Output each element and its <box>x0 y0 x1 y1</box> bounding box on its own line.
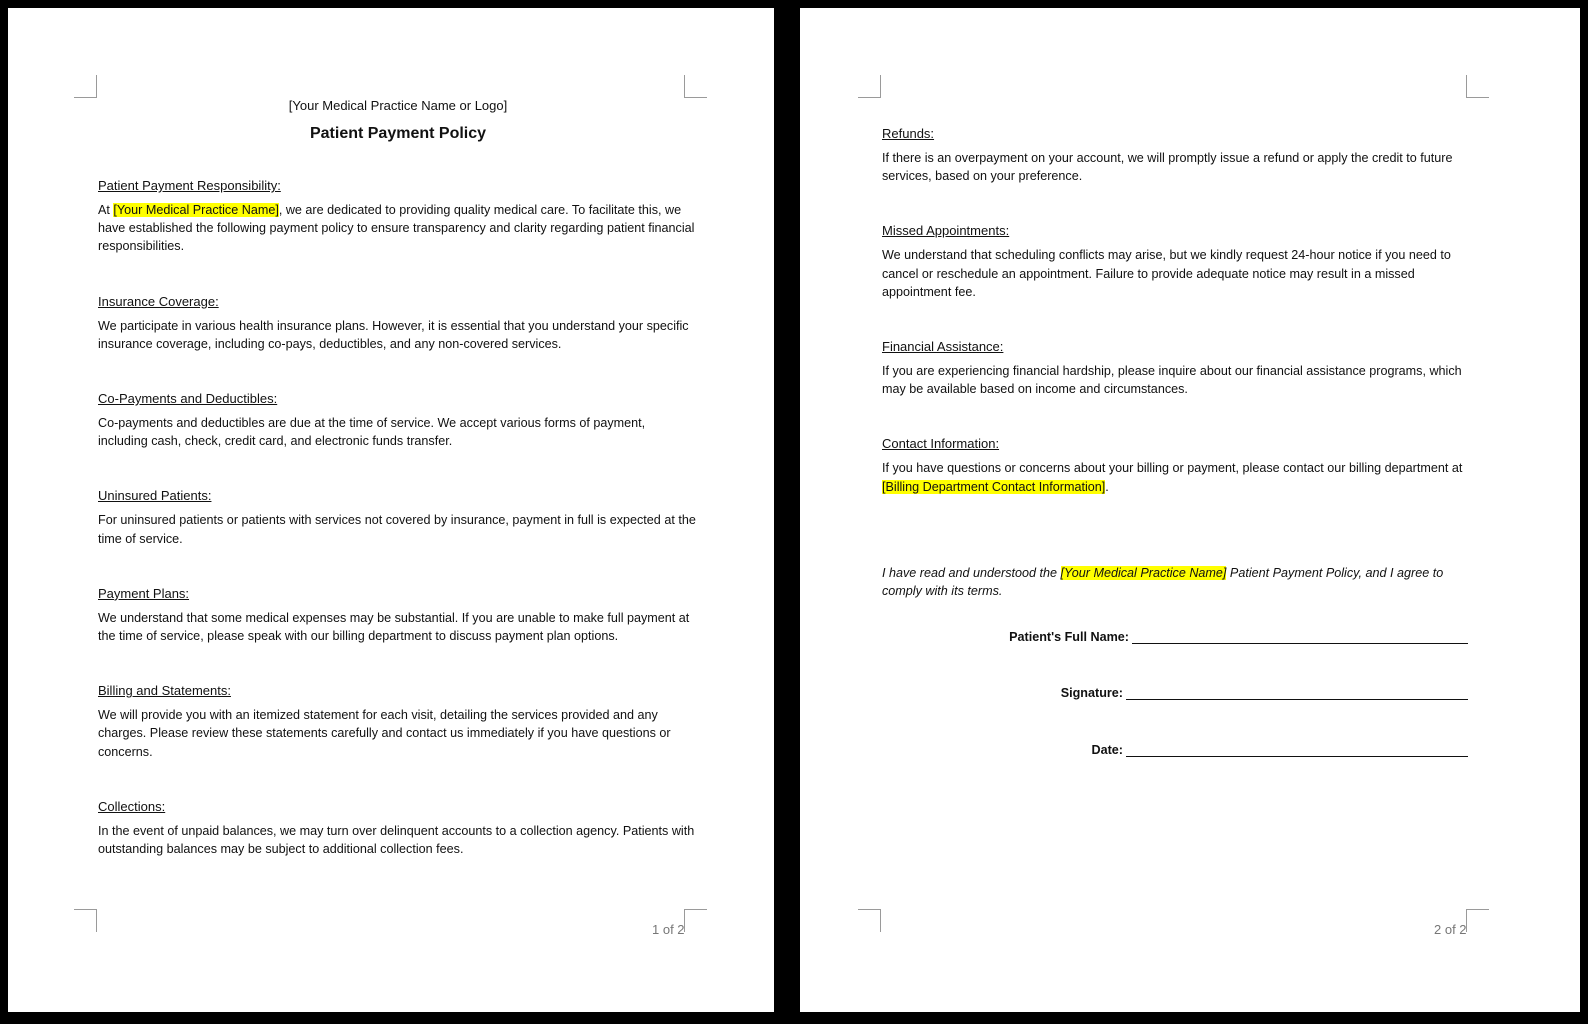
section-heading: Missed Appointments: <box>882 223 1010 239</box>
section-financial-assistance <box>882 339 1482 398</box>
section-heading: Uninsured Patients: <box>98 488 212 504</box>
section-insurance-coverage <box>98 294 698 353</box>
section-co-payments <box>98 391 698 450</box>
section-uninsured-patients <box>98 488 698 547</box>
section-text <box>882 459 1482 495</box>
document-title: Patient Payment Policy <box>309 125 487 142</box>
practice-name-placeholder: [Your Medical Practice Name] <box>1060 565 1227 580</box>
signature-label: Signature: <box>1060 686 1123 700</box>
section-heading: Patient Payment Responsibility: <box>98 178 281 193</box>
crop-mark-bottom-right <box>1466 909 1489 932</box>
ack-text-after: Patient Payment Policy, and I agree to comply with its terms. <box>882 565 1444 599</box>
section-text: For uninsured patients or patients with services not covered by insurance, payment in full is expected at the time of service. <box>98 513 696 546</box>
crop-mark-bottom-left <box>74 909 97 932</box>
document-page-2 <box>800 8 1580 1012</box>
section-heading: Co-Payments and Deductibles: <box>98 391 278 407</box>
section-heading: Billing and Statements: <box>98 683 231 699</box>
section-payment-responsibility <box>98 178 698 256</box>
crop-mark-top-right <box>1466 75 1489 98</box>
section-text: If there is an overpayment on your account, we will promptly issue a refund or apply the credit to future services, based on your preference. <box>882 151 1453 184</box>
intro-text-after: , we are dedicated to providing quality medical care. To facilitate this, we have established the following payment policy to ensure transparency and clarity regarding patient financial responsibilities. <box>98 203 695 254</box>
section-heading: Contact Information: <box>882 436 1000 452</box>
page-number: 1 of 2 <box>652 922 685 937</box>
section-heading: Insurance Coverage: <box>98 293 219 309</box>
practice-name-header: [Your Medical Practice Name or Logo] <box>288 98 508 113</box>
crop-mark-top-right <box>684 75 707 98</box>
section-collections <box>98 799 698 858</box>
patient-name-label: Patient's Full Name: <box>1009 630 1129 644</box>
section-heading: Refunds: <box>882 126 935 141</box>
date-label: Date: <box>1091 743 1123 757</box>
page-2-body <box>882 126 1482 600</box>
section-text: We will provide you with an itemized statement for each visit, detailing the services provided and any charges. Please review these statements carefully and contact us immediately if you have questions or concerns. <box>98 708 671 759</box>
contact-text-after: . <box>1105 479 1109 494</box>
page-1-body <box>98 98 698 858</box>
section-text <box>98 201 698 256</box>
section-text: We participate in various health insurance plans. However, it is essential that you understand your specific insurance coverage, including co-pays, deductibles, and any non-covered services. <box>98 318 689 351</box>
intro-text-before: At <box>98 203 114 217</box>
billing-contact-placeholder: [Billing Department Contact Information] <box>882 479 1106 494</box>
section-heading: Payment Plans: <box>98 585 190 601</box>
section-heading: Collections: <box>98 798 166 814</box>
date-line[interactable] <box>1126 744 1468 757</box>
crop-mark-top-left <box>74 75 97 98</box>
signature-field[interactable] <box>1061 686 1468 700</box>
section-text: If you are experiencing financial hardship, please inquire about our financial assistance programs, which may be available based on income and circumstances. <box>882 364 1462 397</box>
section-payment-plans <box>98 586 698 645</box>
crop-mark-bottom-right <box>684 909 707 932</box>
section-text: We understand that scheduling conflicts may arise, but we kindly request 24-hour notice if you need to cancel or reschedule an appointment. Failure to provide adequate notice may result in a missed appointment fee. <box>882 248 1451 299</box>
section-heading: Financial Assistance: <box>882 339 1004 355</box>
section-billing-statements <box>98 683 698 761</box>
section-text: In the event of unpaid balances, we may turn over delinquent accounts to a collection agency. Patients with outstanding balances may be subject to additional collection fees. <box>98 823 695 857</box>
signature-line[interactable] <box>1126 687 1468 700</box>
ack-text-before: I have read and understood the <box>882 565 1061 580</box>
patient-name-field[interactable] <box>1009 630 1468 644</box>
crop-mark-bottom-left <box>858 909 881 932</box>
section-contact-information <box>882 436 1482 495</box>
contact-text-before: If you have questions or concerns about your billing or payment, please contact our billing department at <box>882 461 1463 476</box>
section-text: We understand that some medical expenses may be substantial. If you are unable to make full payment at the time of service, please speak with our billing department to discuss payment plan options. <box>98 610 690 644</box>
crop-mark-top-left <box>858 75 881 98</box>
practice-name-placeholder: [Your Medical Practice Name] <box>113 203 279 217</box>
date-field[interactable] <box>1092 743 1469 757</box>
section-missed-appointments <box>882 223 1482 301</box>
document-page-1 <box>8 8 774 1012</box>
acknowledgement-statement <box>882 564 1482 600</box>
section-refunds <box>882 126 1482 185</box>
patient-name-line[interactable] <box>1132 631 1468 644</box>
page-number: 2 of 2 <box>1434 922 1467 937</box>
section-text: Co-payments and deductibles are due at the time of service. We accept various forms of payment, including cash, check, credit card, and electronic funds transfer. <box>98 416 646 449</box>
